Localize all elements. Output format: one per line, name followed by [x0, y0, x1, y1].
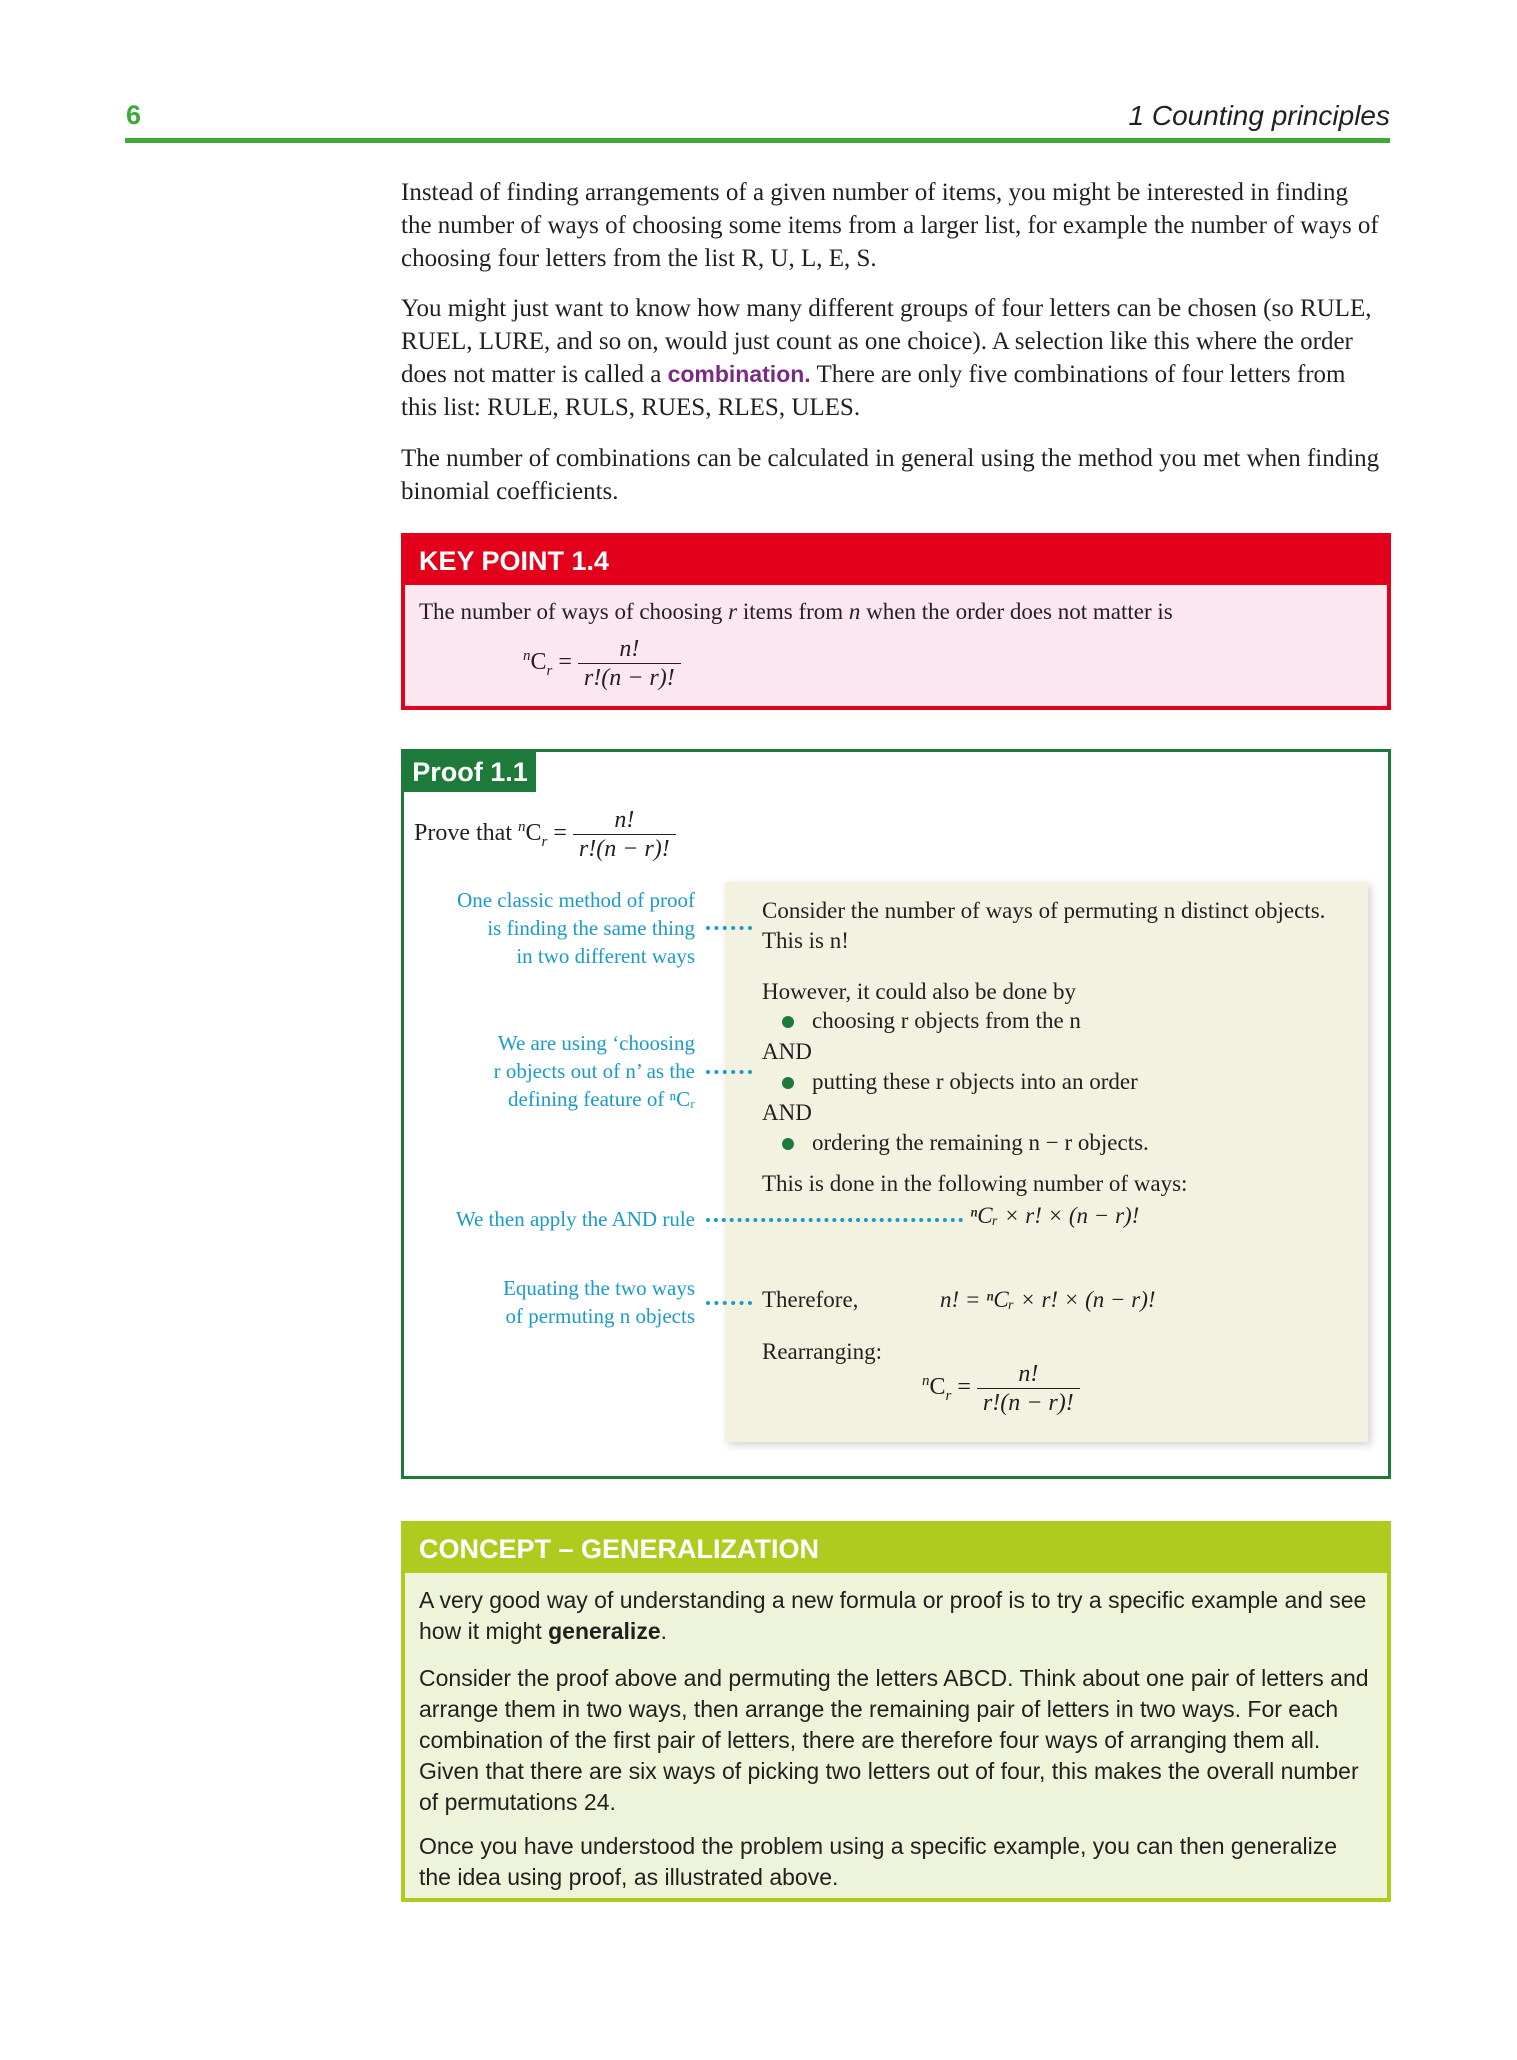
annotation-line: We are using ‘choosing: [497, 1031, 695, 1055]
concept-text: A very good way of understanding a new formula or proof is to try a specific example and see how it might: [419, 1587, 1367, 1644]
bullet-icon: [782, 1016, 794, 1028]
formula-equals: =: [552, 649, 578, 676]
concept-paragraph-1: [419, 1585, 1369, 1647]
bullet-icon: [782, 1138, 794, 1150]
proof-therefore: Therefore,: [762, 1287, 859, 1312]
annotation-line: One classic method of proof: [457, 888, 695, 912]
formula-c: C: [525, 820, 542, 847]
formula-subscript: r: [546, 662, 553, 679]
proof-line-2: This is n!: [762, 928, 849, 953]
proof-bullet-3: ordering the remaining n − r objects.: [812, 1130, 1149, 1155]
annotation-line: r objects out of n’ as the: [493, 1059, 695, 1083]
proof-final-formula: [922, 1360, 1080, 1417]
formula-equals: =: [951, 1374, 977, 1401]
annotation-line: is finding the same thing: [487, 916, 695, 940]
fraction-denominator: r!(n − r)!: [583, 665, 675, 691]
annotation-equating: [503, 1274, 695, 1330]
bullet-icon: [782, 1077, 794, 1089]
key-term-combination: combination.: [667, 361, 811, 387]
fraction-denominator: r!(n − r)!: [578, 836, 670, 862]
fraction-denominator: r!(n − r)!: [982, 1390, 1074, 1416]
concept-bold-term: generalize: [548, 1618, 661, 1644]
key-point-box: [401, 533, 1391, 710]
formula-equals: =: [547, 820, 573, 847]
formula-subscript: r: [945, 1387, 952, 1404]
annotation-line: defining feature of ⁿCᵣ: [508, 1087, 695, 1111]
formula-fraction: [977, 1360, 1080, 1417]
proof-line-1: Consider the number of ways of permuting n distinct objects.: [762, 898, 1326, 923]
formula-fraction: [578, 635, 681, 692]
fraction-numerator: n!: [578, 635, 681, 664]
intro-paragraph: Instead of finding arrangements of a given number of items, you might be interested in finding the number of ways of choosing some items from a larger list, for example the number of ways of choosing four letters from the list R, U, L, E, S.: [401, 179, 1379, 272]
annotation-line: Equating the two ways: [503, 1276, 695, 1300]
key-point-text-part: when the order does not matter is: [860, 599, 1173, 624]
proof-bullet-2: putting these r objects into an order: [812, 1069, 1138, 1094]
proof-title: Proof 1.1: [404, 752, 536, 792]
page-number: 6: [126, 100, 142, 130]
proof-equation: n! = ⁿCᵣ × r! × (n − r)!: [940, 1287, 1156, 1312]
key-point-text-part: items from: [737, 599, 849, 624]
fraction-numerator: n!: [977, 1360, 1080, 1389]
paragraph-text: You might just want to know how many different groups of four letters can be chosen (so RULE, RUEL, LURE, and so on, would just count as one choice). A selection like this where the order does not matter is called a: [401, 295, 1372, 388]
key-point-text-part: The number of ways of choosing: [419, 599, 729, 624]
proof-rearranging: Rearranging:: [762, 1339, 883, 1364]
torn-edge: [725, 1426, 1368, 1456]
proof-statement: [414, 806, 676, 863]
method-paragraph: The number of combinations can be calculated in general using the method you met when finding binomial coefficients.: [401, 445, 1380, 505]
formula-superscript: n: [922, 1373, 930, 1390]
formula-superscript: n: [517, 819, 526, 836]
concept-paragraph-3: Once you have understood the problem using a specific example, you can then generalize the idea using proof, as illustrated above.: [419, 1833, 1338, 1890]
key-point-formula: [523, 635, 681, 692]
concept-text: .: [660, 1618, 667, 1644]
proof-line-3: However, it could also be done by: [762, 979, 1076, 1004]
proof-and-1: AND: [762, 1039, 812, 1064]
proof-statement-text: Prove that: [414, 820, 518, 847]
concept-paragraph-2: Consider the proof above and permuting the letters ABCD. Think about one pair of letters and arrange them in two ways, then arrange the remaining pair of letters in two ways. For each combination of the first pair of letters, there are therefore four ways of arranging them all. Given that there are six ways of picking two letters out of four, this makes the overall number of permutations 24.: [419, 1665, 1369, 1815]
annotation-line: We then apply the AND rule: [455, 1207, 695, 1231]
concept-box: [401, 1521, 1391, 1902]
paragraph-text: There are only five combinations of four letters from this list: RULE, RULS, RUES, RLES, ULES.: [401, 361, 1346, 421]
chapter-title: 1 Counting principles: [1128, 100, 1390, 131]
fraction-numerator: n!: [573, 806, 676, 835]
annotation-connector: [706, 1301, 752, 1305]
proof-bullet-1: choosing r objects from the n: [812, 1008, 1081, 1033]
key-point-text: [419, 599, 1173, 625]
formula-superscript: n: [523, 648, 531, 665]
formula-fraction: [573, 806, 676, 863]
formula-c: C: [530, 649, 547, 676]
concept-title: CONCEPT – GENERALIZATION: [405, 1525, 1387, 1573]
combination-paragraph: [401, 292, 1381, 424]
annotation-connector: [706, 1218, 963, 1222]
annotation-two-ways: [457, 886, 695, 970]
proof-and-2: AND: [762, 1100, 812, 1125]
formula-subscript: r: [541, 833, 548, 850]
annotation-and-rule: [456, 1205, 695, 1233]
proof-line-4: This is done in the following number of ways:: [762, 1171, 1188, 1196]
variable-n: n: [848, 599, 861, 624]
formula-c: C: [929, 1374, 946, 1401]
annotation-defining-feature: [494, 1029, 695, 1113]
annotation-line: of permuting n objects: [505, 1304, 695, 1328]
annotation-connector: [706, 1070, 752, 1074]
annotation-line: in two different ways: [516, 944, 695, 968]
annotation-connector: [706, 926, 752, 930]
key-point-title: KEY POINT 1.4: [405, 537, 1387, 585]
header-rule: [125, 138, 1390, 143]
proof-product: ⁿCᵣ × r! × (n − r)!: [970, 1203, 1140, 1228]
variable-r: r: [728, 599, 738, 624]
